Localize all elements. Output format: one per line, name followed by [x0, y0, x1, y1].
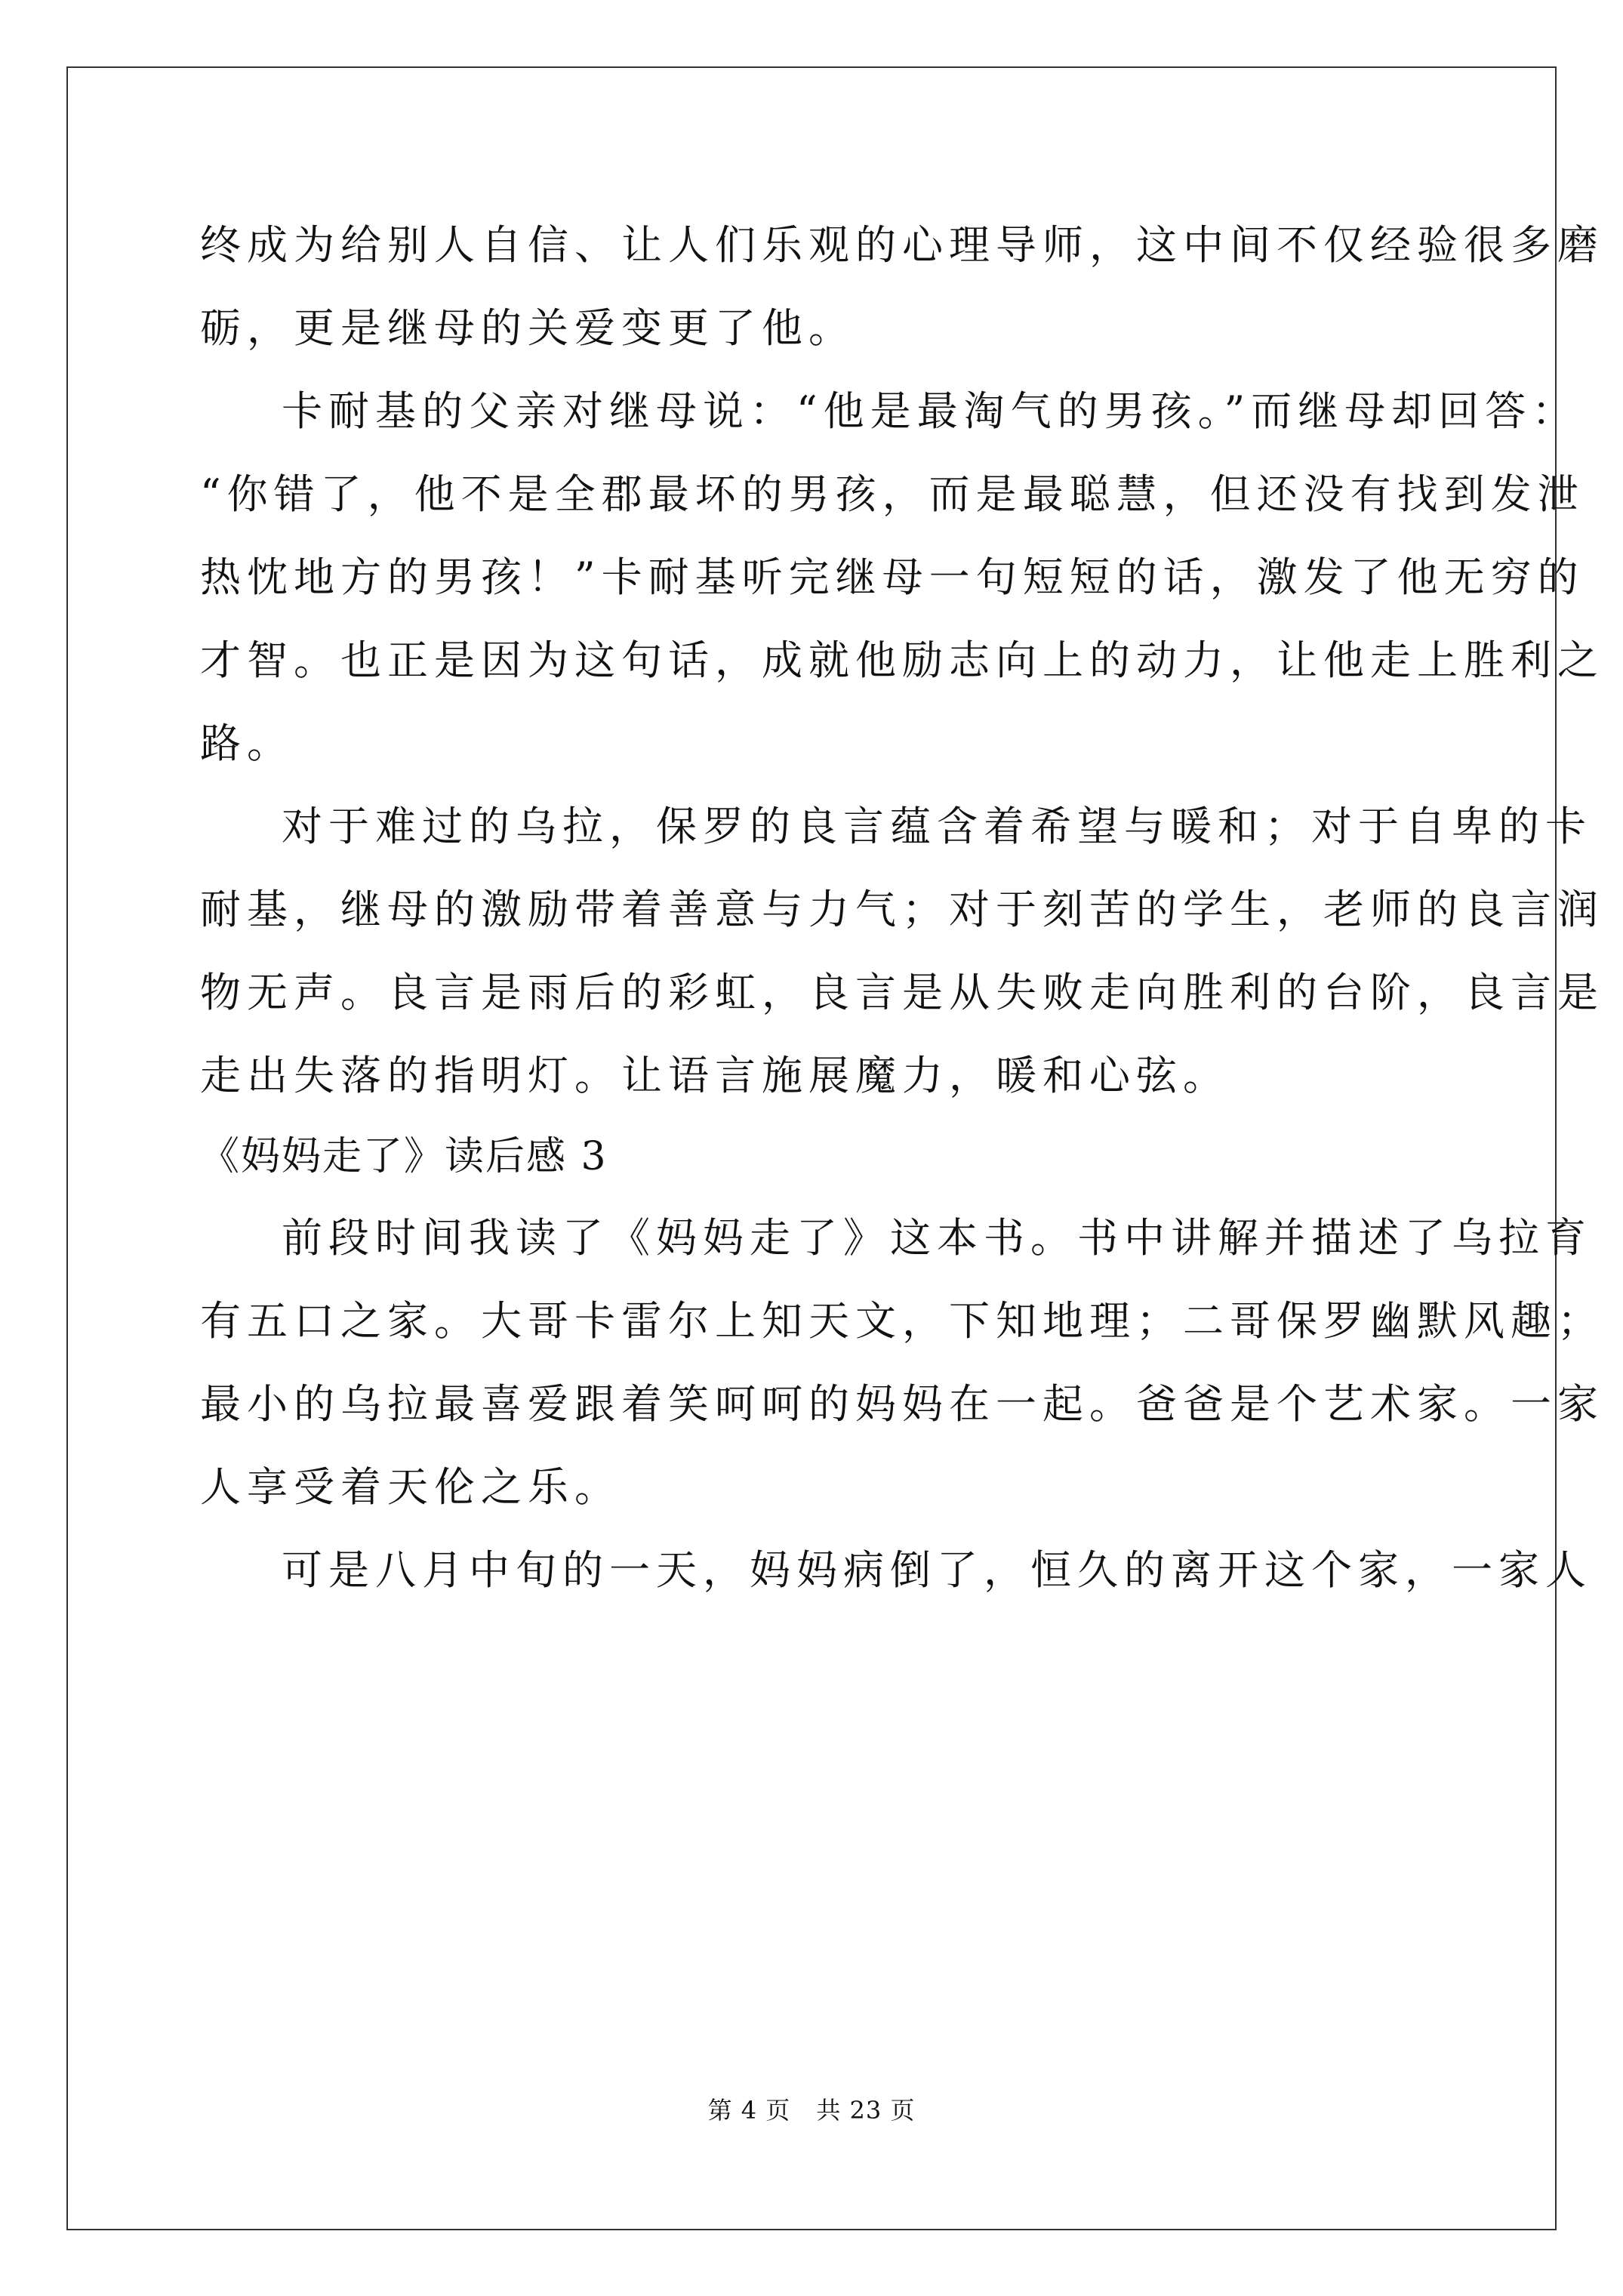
text-line: 有五口之家。大哥卡雷尔上知天文，下知地理；二哥保罗幽默风趣； [200, 1297, 1604, 1345]
text-line: “你错了，他不是全郡最坏的男孩，而是最聪慧，但还没有找到发泄 [200, 470, 1585, 518]
text-line: 砺，更是继母的关爱变更了他。 [200, 304, 855, 352]
text-line: 前段时间我读了《妈妈走了》这本书。书中讲解并描述了乌拉育 [282, 1214, 1592, 1262]
section-heading: 《妈妈走了》读后感 3 [200, 1134, 608, 1179]
text-line: 卡耐基的父亲对继母说：“他是最淘气的男孩。”而继母却回答： [282, 387, 1579, 435]
text-line: 终成为给别人自信、让人们乐观的心理导师，这中间不仅经验很多磨 [200, 221, 1604, 269]
text-line: 路。 [200, 720, 294, 767]
page-number: 第 4 页 [707, 2096, 791, 2125]
text-line: 对于难过的乌拉，保罗的良言蕴含着希望与暖和；对于自卑的卡 [282, 803, 1592, 850]
document-body [200, 204, 1604, 1612]
text-line: 才智。也正是因为这句话，成就他励志向上的动力，让他走上胜利之 [200, 636, 1604, 684]
text-line: 物无声。良言是雨后的彩虹，良言是从失败走向胜利的台阶，良言是 [200, 969, 1604, 1016]
page-total: 共 23 页 [816, 2096, 916, 2125]
text-line: 走出失落的指明灯。让语言施展魔力，暖和心弦。 [200, 1052, 1230, 1099]
text-line: 最小的乌拉最喜爱跟着笑呵呵的妈妈在一起。爸爸是个艺术家。一家 [200, 1380, 1604, 1428]
page-footer [0, 2091, 1623, 2126]
text-line: 人享受着天伦之乐。 [200, 1463, 621, 1511]
text-line: 可是八月中旬的一天，妈妈病倒了，恒久的离开这个家，一家人 [282, 1546, 1592, 1594]
text-line: 耐基，继母的激励带着善意与力气；对于刻苦的学生，老师的良言润 [200, 886, 1604, 933]
text-line: 热忱地方的男孩！”卡耐基听完继母一句短短的话，激发了他无穷的 [200, 553, 1585, 601]
